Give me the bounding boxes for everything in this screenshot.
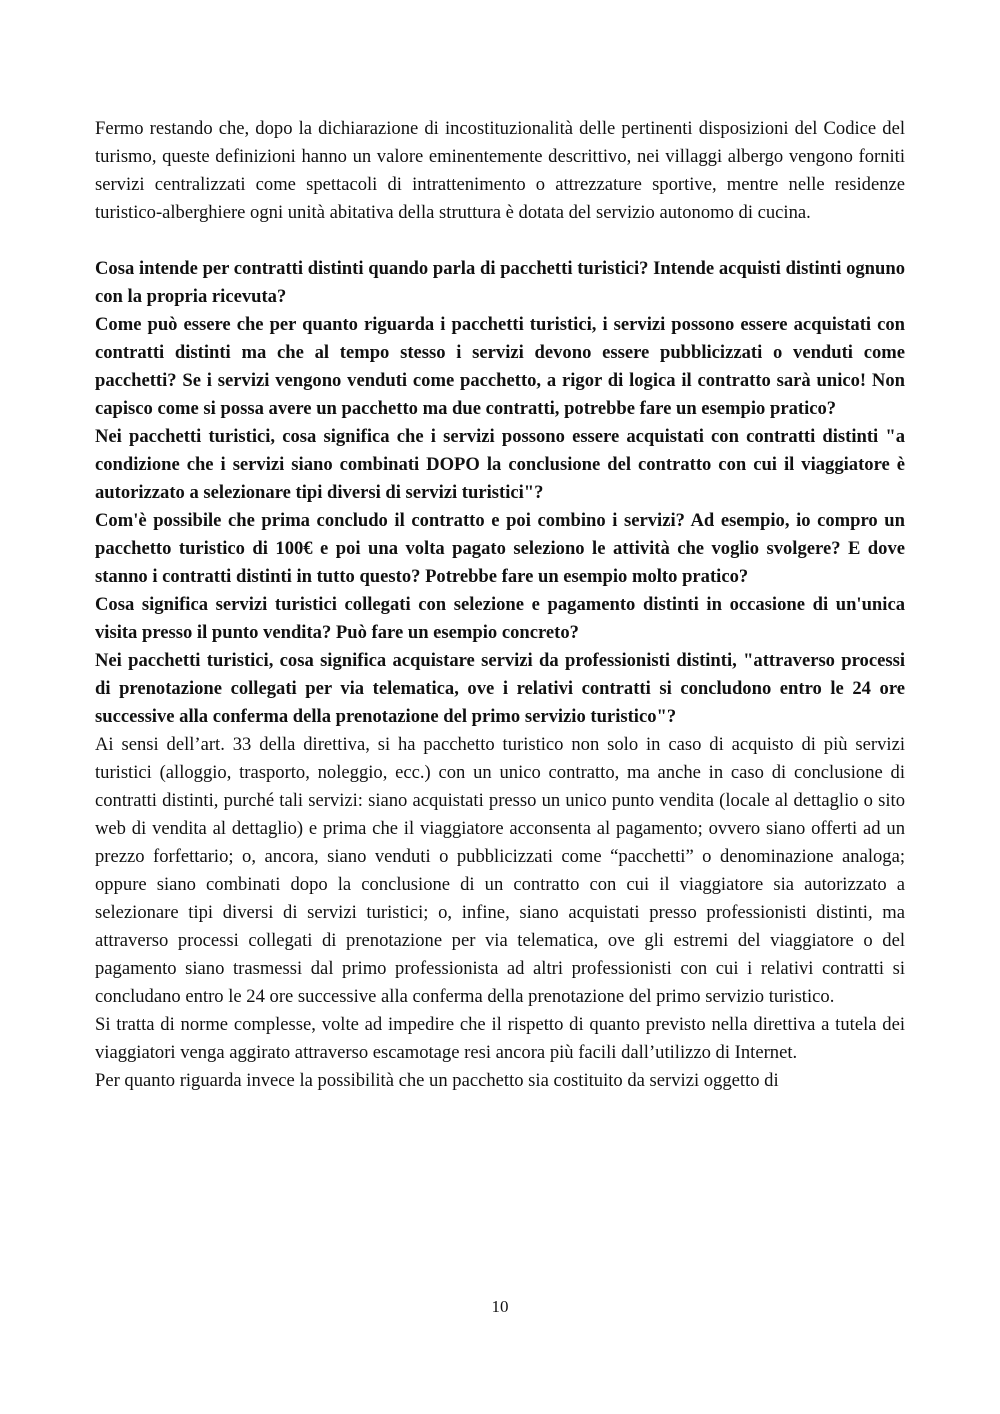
intro-paragraph: Fermo restando che, dopo la dichiarazione di incostituzionalità delle pertinenti disposizioni del Codice del turismo, queste definizioni hanno un valore eminentemente descrittivo, nei villaggi albergo vengono forniti servizi centralizzati come spettacoli di intrattenimento o attrezzature sportive, mentre nelle residenze turistico-alberghiere ogni unità abitativa della struttura è dotata del servizio autonomo di cucina.: [95, 118, 905, 223]
question-pacchetto-due-contratti: Come può essere che per quanto riguarda i pacchetti turistici, i servizi possono essere acquistati con contratti distinti ma che al tempo stesso i servizi devono essere pubblicizzati o venduti come pacchetti? Se i servizi vengono venduti come pacchetto, a rigor di logica il contratto sarà unico! Non capisco come si possa avere un pacchetto ma due contratti, potrebbe fare un esempio pratico?: [95, 314, 905, 419]
question-servizi-collegati: Cosa significa servizi turistici collegati con selezione e pagamento distinti in occasione di un'unica visita presso il punto vendita? Può fare un esempio concreto?: [95, 594, 905, 643]
question-servizi-combinati-dopo: Nei pacchetti turistici, cosa significa che i servizi possono essere acquistati con contratti distinti "a condizione che i servizi siano combinati DOPO la conclusione del contratto con cui il viaggiatore è autorizzato a selezionare tipi diversi di servizi turistici"?: [95, 426, 905, 503]
page-number: 10: [491, 1297, 509, 1316]
answer-norme-complesse-paragraph: Si tratta di norme complesse, volte ad impedire che il rispetto di quanto previsto nella direttiva a tutela dei viaggiatori venga aggirato attraverso escamotage resi ancora più facili dall’utilizzo di Internet.: [95, 1014, 905, 1063]
question-contratti-distinti: Cosa intende per contratti distinti quando parla di pacchetti turistici? Intende acquisti distinti ognuno con la propria ricevuta?: [95, 258, 905, 307]
answer-continuation-paragraph: Per quanto riguarda invece la possibilità che un pacchetto sia costituito da servizi oggetto di: [95, 1070, 779, 1091]
document-body: [95, 115, 905, 1095]
answer-art-33-paragraph: Ai sensi dell’art. 33 della direttiva, si ha pacchetto turistico non solo in caso di acquisto di più servizi turistici (alloggio, trasporto, noleggio, ecc.) con un unico contratto, ma anche in caso di conclusione di contratti distinti, purché tali servizi: siano acquistati presso un unico punto vendita (locale al dettaglio o sito web di vendita al dettaglio) e prima che il viaggiatore acconsenta al pagamento; ovvero siano offerti ad un prezzo forfettario; o, ancora, siano venduti o pubblicizzati come “pacchetti” o denominazione analoga; oppure siano combinati dopo la conclusione di un contratto con cui il viaggiatore sia autorizzato a selezionare tipi diversi di servizi turistici; o, infine, siano acquistati presso professionisti distinti, ma attraverso processi collegati di prenotazione per via telematica, ove gli estremi del viaggiatore o del pagamento siano trasmessi dal primo professionista ad altri professionisti con cui i relativi contratti si concludano entro le 24 ore successive alla conferma della prenotazione del primo servizio turistico.: [95, 734, 905, 1007]
paragraph-spacer: [95, 227, 905, 255]
question-esempio-pratico: Com'è possibile che prima concludo il contratto e poi combino i servizi? Ad esempio, io compro un pacchetto turistico di 100€ e poi una volta pagato seleziono le attività che voglio svolgere? E dove stanno i contratti distinti in tutto questo? Potrebbe fare un esempio molto pratico?: [95, 510, 905, 587]
question-professionisti-distinti: Nei pacchetti turistici, cosa significa acquistare servizi da professionisti distinti, "attraverso processi di prenotazione collegati per via telematica, ove i relativi contratti si concludono entro le 24 ore successive alla conferma della prenotazione del primo servizio turistico"?: [95, 650, 905, 727]
